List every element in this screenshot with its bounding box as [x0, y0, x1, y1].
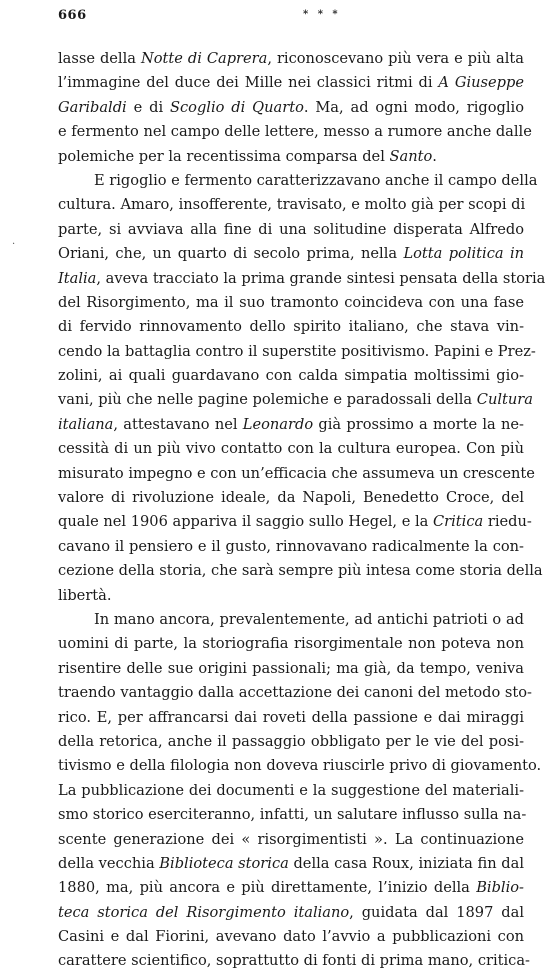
- text-line: cultura. Amaro, insofferente, travisato, e molto già per scopi di: [58, 196, 526, 214]
- text-line: della vecchia Biblioteca storica della casa Roux, iniziata fin dal: [58, 854, 524, 872]
- text-line: vani, più che nelle pagine polemiche e paradossali della Cultura: [58, 391, 533, 409]
- text-line: tivismo e della filologia non doveva riuscirle privo di giovamento.: [58, 757, 542, 775]
- text-line: Garibaldi e di Scoglio di Quarto. Ma, ad ogni modo, rigoglio: [58, 98, 524, 116]
- text-line: Oriani, che, un quarto di secolo prima, nella Lotta politica in: [58, 245, 525, 263]
- text-line: La pubblicazione dei documenti e la suggestione del materiali-: [58, 781, 524, 799]
- text-line: teca storica del Risorgimento italiano, guidata dal 1897 dal: [58, 903, 524, 921]
- text-line: smo storico eserciteranno, infatti, un salutare influsso sulla na-: [58, 806, 527, 824]
- text-line: cezione della storia, che sarà sempre più intesa come storia della: [58, 562, 543, 580]
- margin-mark: .: [12, 236, 16, 247]
- text-line: cendo la battaglia contro il superstite positivismo. Papini e Prez-: [58, 342, 536, 360]
- text-line: del Risorgimento, ma il suo tramonto coincideva con una fase: [58, 293, 524, 311]
- text-line: Italia, aveva tracciato la prima grande sintesi pensata della storia: [58, 269, 546, 287]
- text-line: misurato impegno e con un’efficacia che assumeva un crescente: [58, 464, 535, 482]
- text-line: cavano il pensiero e il gusto, rinnovavano radicalmente la con-: [58, 537, 524, 555]
- text-line: lasse della Notte di Caprera, riconoscevano più vera e più alta: [58, 50, 524, 67]
- text-line: scente generazione dei « risorgimentisti ». La continuazione: [58, 830, 524, 848]
- page-number: 666: [58, 8, 87, 23]
- paragraph-start-line: In mano ancora, prevalentemente, ad antichi patrioti o ad: [94, 610, 524, 628]
- text-line: zolini, ai quali guardavano con calda simpatia moltissimi gio-: [58, 367, 524, 385]
- text-line: carattere scientifico, soprattutto di fonti di prima mano, critica-: [58, 952, 530, 970]
- text-line: 1880, ma, più ancora e più direttamente, l’inizio della Biblio-: [58, 879, 524, 897]
- text-line: parte, si avviava alla fine di una solitudine disperata Alfredo: [58, 220, 524, 238]
- body-text: [58, 47, 546, 974]
- text-line: della retorica, anche il passaggio obbligato per le vie del posi-: [58, 732, 524, 750]
- text-line: l’immagine del duce dei Mille nei classici ritmi di A Giuseppe: [58, 74, 525, 92]
- text-line: libertà.: [58, 586, 112, 604]
- text-line: polemiche per la recentissima comparsa del Santo.: [58, 147, 437, 165]
- text-line: risentire delle sue origini passionali; ma già, da tempo, veniva: [58, 659, 524, 677]
- text-line: italiana, attestavano nel Leonardo già prossimo a morte la ne-: [58, 415, 524, 433]
- paragraph-start-line: E rigoglio e fermento caratterizzavano anche il campo della: [94, 171, 538, 189]
- running-head: [58, 8, 524, 26]
- text-line: quale nel 1906 appariva il saggio sullo Hegel, e la Critica riedu-: [58, 513, 532, 531]
- text-line: e fermento nel campo delle lettere, messo a rumore anche dalle: [58, 123, 532, 141]
- text-line: di fervido rinnovamento dello spirito italiano, che stava vin-: [58, 318, 524, 336]
- header-ornament: * * *: [303, 9, 341, 20]
- text-line: rico. E, per affrancarsi dai roveti della passione e dai miraggi: [58, 708, 524, 726]
- text-line: Casini e dal Fiorini, avevano dato l’avvio a pubblicazioni con: [58, 928, 524, 946]
- text-line: traendo vantaggio dalla accettazione dei canoni del metodo sto-: [58, 684, 532, 702]
- text-line: uomini di parte, la storiografia risorgimentale non poteva non: [58, 635, 524, 653]
- text-line: cessità di un più vivo contatto con la cultura europea. Con più: [58, 440, 524, 458]
- text-line: valore di rivoluzione ideale, da Napoli, Benedetto Croce, del: [58, 489, 524, 507]
